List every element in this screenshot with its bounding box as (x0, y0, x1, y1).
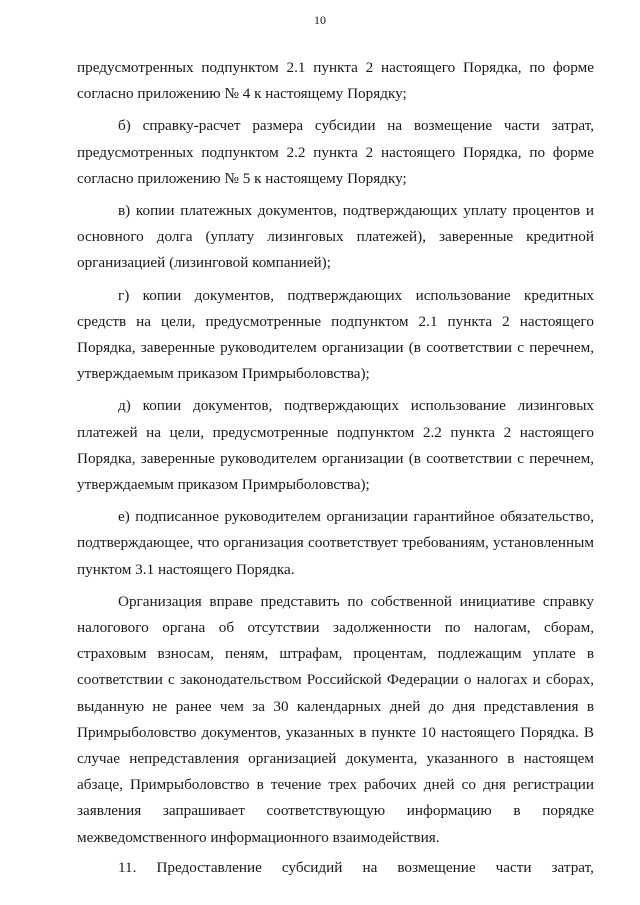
paragraph-item-d: д) копии документов, подтверждающих использование лизинговых платежей на цели, предусмотренные подпунктом 2.2 пункта 2 настоящего Порядка, заверенные руководителем организации (в соответствии с перечнем, утверждаемым приказом Примрыболовства); (77, 397, 594, 494)
paragraph-organization-right: Организация вправе представить по собственной инициативе справку налогового органа об отсутствии задолженности по налогам, сборам, страховым взносам, пеням, штрафам, процентам, подлежащим уплате в соответствии с законодательством Российской Федерации о налогах и сборах, выданную не ранее чем за 30 календарных дней до дня представления в Примрыболовство документов, указанных в пункте 10 настоящего Порядка. В случае непредставления организацией документа, указанного в настоящем абзаце, Примрыболовство в течение трех рабочих дней со дня регистрации заявления запрашивает соответствующую информацию в порядке межведомственного информационного взаимодействия. (77, 592, 594, 846)
paragraph-11-word: субсидий (281, 858, 343, 876)
paragraph-11-number: 11. (118, 858, 137, 876)
paragraph-item-v: в) копии платежных документов, подтверждающих уплату процентов и основного долга (уплату лизинговых платежей), заверенные кредитной организацией (лизинговой компанией); (77, 202, 594, 272)
page-number: 10 (314, 13, 326, 27)
paragraph-11-word: затрат, (551, 858, 594, 876)
paragraph-11-word: возмещение (397, 858, 476, 876)
paragraph-11-word: на (362, 858, 378, 876)
paragraph-item-e: е) подписанное руководителем организации гарантийное обязательство, подтверждающее, что организация соответствует требованиям, установленным пунктом 3.1 настоящего Порядка. (77, 508, 594, 578)
paragraph-11-first-line (77, 855, 594, 881)
paragraph-continuation: предусмотренных подпунктом 2.1 пункта 2 настоящего Порядка, по форме согласно приложению № 4 к настоящему Порядку; (77, 59, 594, 103)
paragraph-item-g: г) копии документов, подтверждающих использование кредитных средств на цели, предусмотренные подпунктом 2.1 пункта 2 настоящего Порядка, заверенные руководителем организации (в соответствии с перечнем, утверждаемым приказом Примрыболовства); (77, 286, 594, 383)
paragraph-11-word: Предоставление (156, 858, 262, 876)
paragraph-11-word: части (495, 858, 532, 876)
document-body (77, 55, 594, 881)
paragraph-item-b: б) справку-расчет размера субсидии на возмещение части затрат, предусмотренных подпунктом 2.2 пункта 2 настоящего Порядка, по форме согласно приложению № 5 к настоящему Порядку; (77, 117, 594, 187)
